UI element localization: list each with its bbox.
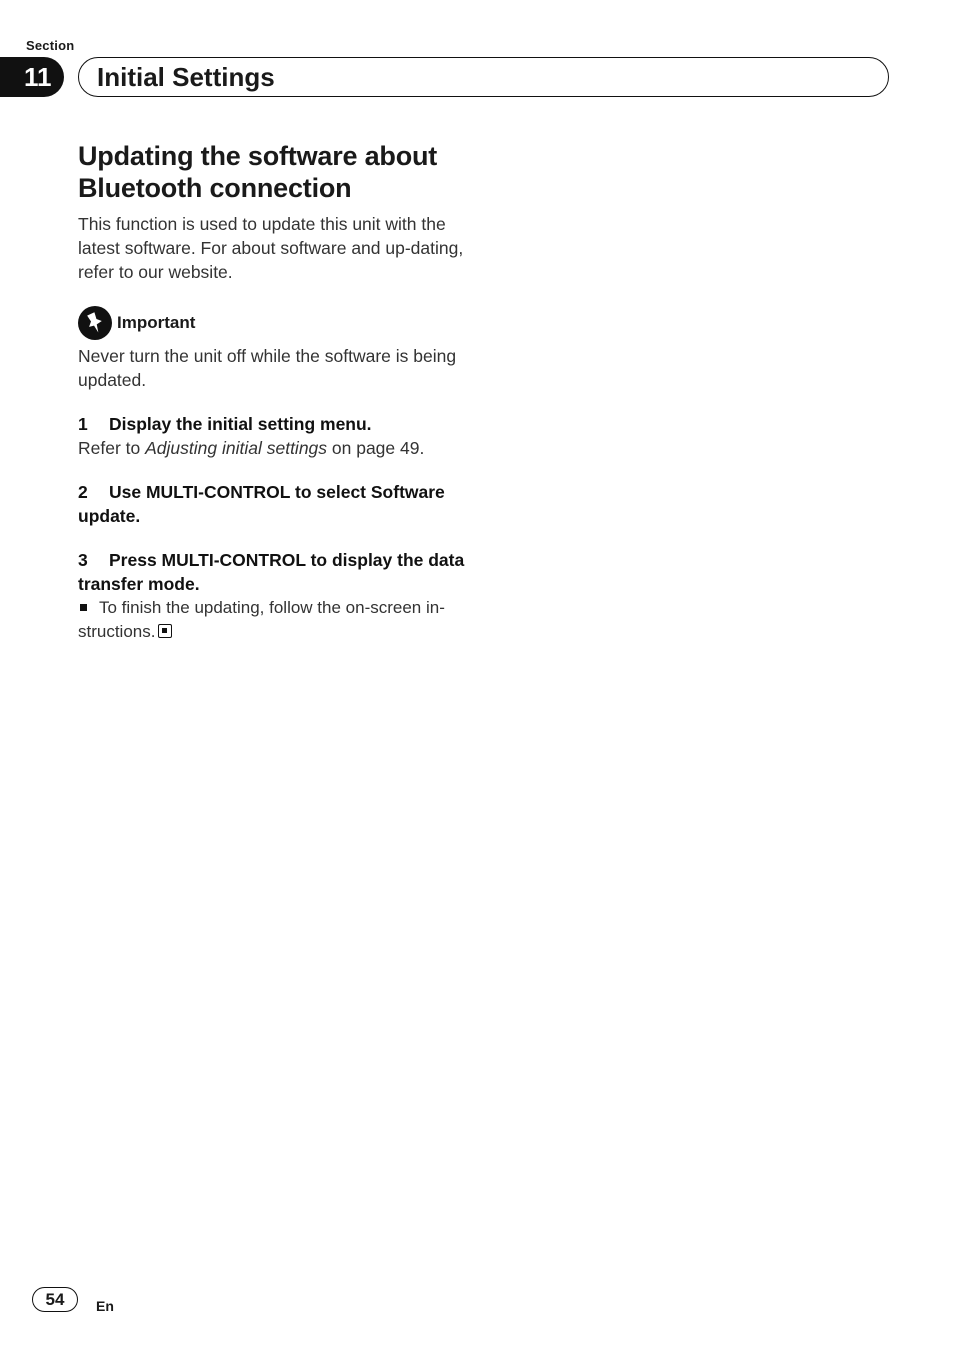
section-title-bar: [78, 57, 889, 97]
article-title-line2: Bluetooth connection: [78, 173, 352, 203]
page-number-text: 54: [45, 1289, 65, 1309]
section-number-tab: [0, 57, 64, 97]
step-3-bullet: [78, 596, 468, 644]
page-number: [32, 1287, 78, 1312]
important-pin-icon: [78, 306, 112, 340]
article-title: [78, 140, 468, 204]
end-of-section-icon: [158, 624, 172, 638]
step-3: [78, 548, 468, 644]
step-1-ref-link: Adjusting initial settings: [145, 438, 328, 458]
step-1-ref-suffix: on page 49.: [327, 438, 425, 458]
step-3-bullet-text: To finish the updating, follow the on-screen in-structions.: [78, 598, 445, 641]
section-title: Initial Settings: [97, 61, 275, 92]
section-label: Section: [26, 38, 75, 53]
important-heading: [78, 306, 468, 340]
step-1-number: 1: [78, 414, 88, 434]
step-2: [78, 480, 468, 528]
important-text: Never turn the unit off while the software is being updated.: [78, 346, 457, 390]
main-column: [78, 140, 468, 644]
step-3-number: 3: [78, 550, 88, 570]
article-title-line1: Updating the software about: [78, 141, 438, 171]
step-3-title: [78, 548, 468, 596]
section-number: 11: [24, 61, 52, 92]
intro-paragraph: This function is used to update this unit with the latest software. For about software and up-dating, refer to our website.: [78, 214, 464, 282]
step-2-number: 2: [78, 482, 88, 502]
step-2-text: Use MULTI-CONTROL to select Software update.: [78, 482, 445, 526]
step-1-ref-prefix: Refer to: [78, 438, 146, 458]
step-1: [78, 412, 468, 460]
language-code: En: [96, 1298, 114, 1314]
step-3-text: Press MULTI-CONTROL to display the data transfer mode.: [78, 550, 465, 594]
step-1-title: [78, 412, 468, 436]
step-2-title: [78, 480, 468, 528]
bullet-square-icon: [80, 604, 87, 611]
step-1-text: Display the initial setting menu.: [109, 414, 372, 434]
step-1-reference: [78, 436, 468, 460]
important-label: Important: [117, 313, 196, 332]
